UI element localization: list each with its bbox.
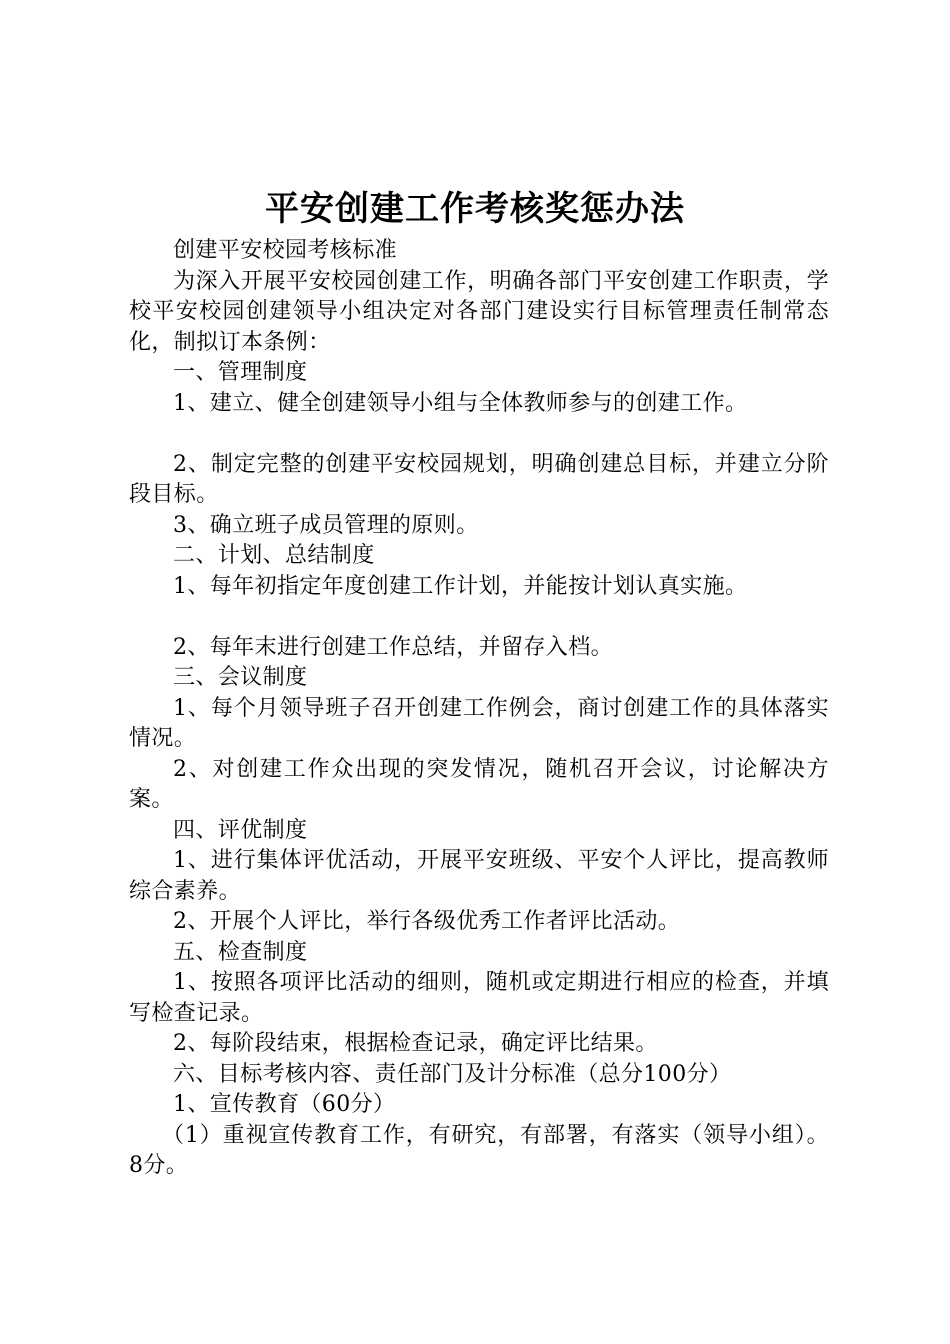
list-item: （1）重视宣传教育工作，有研究，有部署，有落实（领导小组）。8分。 [129,1122,829,1178]
document-title: 平安创建工作考核奖惩办法 [265,189,685,229]
list-item: 2、每年末进行创建工作总结，并留存入档。 [173,634,613,660]
document-body [129,236,829,1182]
list-item: 1、进行集体评优活动，开展平安班级、平安个人评比，提高教师综合素养。 [129,848,829,904]
paragraph-subtitle: 创建平安校园考核标准 [173,238,398,263]
section-heading-5: 五、检查制度 [173,939,308,965]
list-item: 2、开展个人评比，举行各级优秀工作者评比活动。 [173,909,681,934]
list-item: 2、对创建工作众出现的突发情况，随机召开会议，讨论解决方案。 [129,756,829,812]
list-item: 1、按照各项评比活动的细则，随机或定期进行相应的检查，并填写检查记录。 [129,970,829,1026]
list-item: 1、每年初指定年度创建工作计划，并能按计划认真实施。 [173,573,748,599]
list-item: 2、制定完整的创建平安校园规划，明确创建总目标，并建立分阶段目标。 [129,451,829,507]
list-item: 1、宣传教育（60分） [173,1092,396,1117]
list-item: 3、确立班子成员管理的原则。 [173,512,479,538]
list-item: 1、每个月领导班子召开创建工作例会，商讨创建工作的具体落实情况。 [129,695,829,751]
section-heading-1: 一、管理制度 [173,360,308,385]
list-item: 2、每阶段结束，根据检查记录，确定评比结果。 [173,1031,658,1056]
blank-line [129,419,829,450]
section-heading-2: 二、计划、总结制度 [173,543,375,568]
section-heading-6: 六、目标考核内容、责任部门及计分标准（总分100分） [173,1061,732,1087]
section-heading-4: 四、评优制度 [173,817,308,843]
paragraph-intro: 为深入开展平安校园创建工作，明确各部门平安创建工作职责，学校平安校园创建领导小组决定对各部门建设实行目标管理责任制常态化，制拟订本条例： [129,268,829,355]
list-item: 1、建立、健全创建领导小组与全体教师参与的创建工作。 [173,390,748,416]
section-heading-3: 三、会议制度 [173,665,308,690]
blank-line [129,602,829,633]
